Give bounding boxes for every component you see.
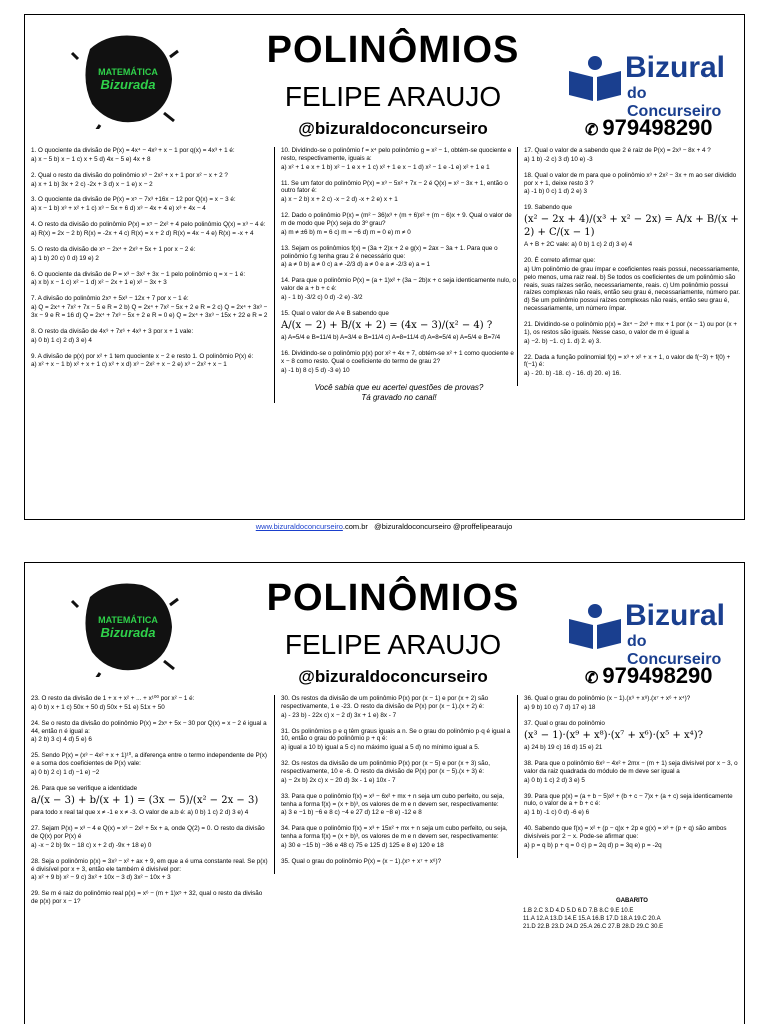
page-title: POLINÔMIOS [266, 577, 520, 619]
formula: (x³ − 1)·(x⁹ + x⁸)·(x⁷ + x⁶)·(x⁵ + x⁴)? [524, 729, 703, 741]
question-1: 1. O quociente da divisão de P(x) = 4x⁴ − 4x³ + x − 1 por q(x) = 4x³ + 1 é: a) x − 5 b) x − 1 c) x + 5 d) 4x − 5 e) 4x + 8 [31, 147, 235, 163]
question-25: 25. Sendo P(x) = (x³ − 4x² + x + 1)¹⁰, a diferença entre o termo independente de P(x) e a soma dos coeficientes de P(x) vale: a) 0 b) 2 c) 1 d) −1 e) −2 [31, 752, 267, 777]
question-33: 33. Para que o polinômio f(x) = x³ − 6x² + mx + n seja um cubo perfeito, ou seja, tenha a forma f(x) = (x + b)³, os valores de m e n devem ser, respectivamente: a) 3 e −1 b) −6 e 8 c) −4 e 27 d) 12 e −8 e) -12 e 8 [281, 792, 504, 817]
question-34: 34. Para que o polinômio f(x) = x³ + 15x² + mx + n seja um cubo perfeito, ou seja, tenha a forma f(x) = (x + b)³, os valores de m e n devem ser, respectivamente: a) 30 e −15 b) −36 e 48 c) 75 e 125 d) 125 e 8 e) 120 e 18 [281, 825, 508, 850]
phone-text: 979498290 [602, 663, 713, 688]
logo-top-text: MATEMÁTICA [98, 615, 158, 625]
formula: (x² − 2x + 4)/(x³ + x² − 2x) = A/x + B/(x + 2) + C/(x − 1) [524, 214, 739, 238]
social-handle: @bizuraldoconcurseiro [298, 119, 488, 138]
question-17: 17. Qual o valor de a sabendo que 2 é raiz de P(x) = 2x³ − 8x + 4 ? a) 1 b) -2 c) 3 d) 10 e) -3 [524, 147, 711, 163]
question-4: 4. O resto da divisão do polinômio P(x) = x⁵ − 2x² + 4 pelo polinômio Q(x) = x³ − 4 é: a) R(x) = 2x − 2 b) R(x) = -2x + 4 c) R(x) = x + 2 d) R(x) = 4x − 4 e) R(x) = -x + 4 [31, 221, 266, 238]
question-16: 16. Dividindo-se o polinômio p(x) por x² + 4x + 7, obtém-se x² + 1 como quociente e x − 8 como resto. Qual o coeficiente do termo de grau 2? a) -1 b) 8 c) 5 d) -3 e) 10 [281, 350, 514, 374]
brand-subtitle: do Concurseiro [627, 85, 722, 120]
question-12: 12. Dado o polinômio P(x) = (m² − 36)x³ + (m + 6)x² + (m − 6)x + 9. Qual o valor de m de modo que P(x) seja do 3º grau? a) m ≠ ±6 b) m = 6 c) m = −6 d) m = 0 e) m ≠ 0 [281, 212, 512, 236]
answer-key-line: 21.D 22.B 23.D 24.D 25.A 26.C 27.B 28.D 29.C 30.E [523, 924, 664, 931]
question-36: 36. Qual o grau do polinômio (x − 1).(x⁹ + x⁸).(x⁷ + x⁶ + x⁴)? a) 9 b) 10 c) 7 d) 17 e) 18 [524, 695, 691, 711]
question-30: 30. Os restos da divisão de um polinômio P(x) por (x − 1) e por (x + 2) são respectivamente, 1 e -23. O resto da divisão de P(x) por (x − 1).(x + 2) é: a) - 23 b) - 22x c) x − 2 d) 3x + 1 e) 8x - 7 [281, 695, 489, 719]
answer-key-line: 1.B 2.C 3.D 4.D 5.D 6.D 7.B 8.C 9.E 10.E [523, 908, 634, 915]
question-column-3 [517, 147, 743, 386]
logo-top-text: MATEMÁTICA [98, 67, 158, 77]
question-40: 40. Sabendo que f(x) = x² + (p − q)x + 2p e g(x) = x³ + (p + q) são ambos divisíveis por 2 − x. Pode-se afirmar que: a) p = q b) p + q = 0 c) p = 2q d) p = 3q e) p = -2q [524, 825, 727, 849]
social-handle: @bizuraldoconcurseiro [298, 667, 488, 686]
phone-number [585, 115, 713, 141]
question-26: 26. Para que se verifique a identidade a/(x − 3) + b/(x + 1) = (3x − 5)/(x² − 2x − 3) para todo x real tal que x ≠ -1 e x ≠ -3. O valor de a.b é: a) 0 b) 1 c) 2 d) 3 e) 4 [31, 785, 268, 817]
answer-key [523, 897, 741, 931]
question-column-2 [274, 695, 517, 874]
brand-logo [565, 51, 740, 120]
question-7: 7. A divisão do polinômio 2x⁵ + 5x³ − 12x + 7 por x − 1 é: a) Q = 2x⁴ + 7x² + 7x − 5 e R = 2 b) Q = 2x⁴ + 7x² − 5x + 2 e R = 2 c) Q = 2x⁴ + 3x³ − 3x − 9 e R = 16 d) Q = 2x⁴ + 7x³ − 5x + 2 e R = 0 e) Q = 2x⁴ + 3x³ − 15x + 22 e R = 2 [31, 295, 268, 320]
math-logo [70, 577, 180, 677]
reader-icon [565, 603, 625, 653]
footer-handles: @bizuraldoconcurseiro @proffelipearaujo [374, 522, 513, 531]
question-29: 29. Se m é raiz do polinômio real p(x) = x⁶ − (m + 1)x⁵ + 32, qual o resto da divisão de p(x) por x − 1? [31, 890, 263, 906]
brand-name: Bizural [625, 599, 726, 632]
question-21: 21. Dividindo-se o polinômio p(x) = 3x⁴ − 2x³ + mx + 1 por (x − 1) ou por (x + 1), os restos são iguais. Nesse caso, o valor de m é igual a a) −2. b) −1. c) 1. d) 2. e) 3. [524, 321, 738, 345]
question-3: 3. O quociente da divisão de P(x) = x⁵ − 7x³ +16x − 12 por Q(x) = x − 3 é: a) x − 1 b) x³ + x² + 1 c) x³ − 5x + 6 d) x³ − 4x + 4 e) x³ + 4x − 4 [31, 196, 236, 213]
formula: a/(x − 3) + b/(x + 1) = (3x − 5)/(x² − 2x − 3) [31, 794, 259, 806]
logo-bottom-text: Bizurada [100, 625, 156, 640]
question-31: 31. Os polinômios p e q têm graus iguais a n. Se o grau do polinômio p·q é igual a 10, então o grau do polinômio p + q é: a) igual a 10 b) igual a 5 c) no máximo igual a 5 d) no mínimo igual a 5. [281, 727, 511, 752]
footer [0, 522, 768, 531]
header [25, 563, 744, 689]
question-19: 19. Sabendo que (x² − 2x + 4)/(x³ + x² − 2x) = A/x + B/(x + 2) + C/(x − 1) A + B + 2C vale: a) 0 b) 1 c) 2 d) 3 e) 4 [524, 204, 743, 249]
question-38: 38. Para que o polinômio 6x³ − 4x² + 2mx − (m + 1) seja divisível por x − 3, o valor da raiz quadrada do módulo de m deve ser igual a a) 0 b) 1 c) 2 d) 3 e) 5 [524, 759, 738, 784]
question-14: 14. Para que o polinômio P(x) = (a + 1)x² + (3a − 2b)x + c seja identicamente nulo, o valor de a + b + c é: a) - 1 b) -3/2 c) 0 d) -2 e) -3/2 [281, 277, 517, 302]
question-35: 35. Qual o grau do polinômio P(x) = (x − 1).(x⁵ + x⁷ + x⁶)? [281, 857, 442, 865]
question-5: 5. O resto da divisão de x⁵ − 2x⁴ + 2x³ + 5x + 1 por x − 2 é: a) 1 b) 20 c) 0 d) 19 e) 2 [31, 245, 196, 262]
phone-number [585, 663, 713, 689]
worksheet-page-2 [24, 562, 745, 1024]
question-15: 15. Qual o valor de A e B sabendo que A/(x − 2) + B/(x + 2) = (4x − 3)/(x² − 4) ? a) A=5/4 e B=11/4 b) A=3/4 e B=11/4 c) A=8=11/4 d) A=8=5/4 e) A=5/4 e B=7/4 [281, 310, 517, 342]
whatsapp-icon: ✆ [585, 670, 599, 687]
question-column-3 [517, 695, 743, 858]
phone-text: 979498290 [602, 115, 713, 140]
question-column-1 [31, 695, 268, 914]
whatsapp-icon: ✆ [585, 122, 599, 139]
question-8: 8. O resto da divisão de 4x⁹ + 7x⁶ + 4x³ + 3 por x + 1 vale: a) 0 b) 1 c) 2 d) 3 e) 4 [31, 327, 194, 344]
brand-subtitle: do Concurseiro [627, 633, 722, 668]
question-28: 28. Seja o polinômio p(x) = 3x³ − x² + ax + 9, em que a é uma constante real. Se p(x) é divisível por x + 3, então ele também é divisível por: a) x² + 9 b) x² − 9 c) 3x² + 10x − 3 d) 3x² − 10x + 3 [31, 857, 268, 882]
question-37: 37. Qual o grau do polinômio (x³ − 1)·(x⁹ + x⁸)·(x⁷ + x⁶)·(x⁵ + x⁴)? a) 24 b) 19 c) 16 d) 15 e) 21 [524, 720, 743, 752]
author-name: FELIPE ARAUJO [284, 81, 502, 112]
brand-logo [565, 599, 740, 668]
formula: A/(x − 2) + B/(x + 2) = (4x − 3)/(x² − 4) ? [281, 319, 493, 331]
question-10: 10. Dividindo-se o polinômio f = x⁴ pelo polinômio g = x² − 1, obtém-se quociente e resto, respectivamente, iguais a: a) x² + 1 e x + 1 b) x² − 1 e x + 1 c) x² + 1 e x − 1 d) x² − 1 e -1 e) x² + 1 e 1 [281, 147, 512, 171]
question-11: 11. Se um fator do polinômio P(x) = x³ − 5x² + 7x − 2 é Q(x) = x² − 3x + 1, então o outro fator é: a) x − 2 b) x + 2 c) -x − 2 d) -x + 2 e) x + 1 [281, 179, 508, 204]
worksheet-page-1 [24, 14, 745, 520]
logo-bottom-text: Bizurada [100, 77, 156, 92]
question-9: 9. A divisão de p(x) por x² + 1 tem quociente x − 2 e resto 1. O polinômio P(x) é: a) x² + x − 1 b) x² + x + 1 c) x² + x d) x³ − 2x² + x − 2 e) x³ − 2x² + x − 1 [31, 352, 254, 369]
site-link[interactable]: www.bizuraldoconcurseiro [255, 522, 343, 531]
question-32: 32. Os restos da divisão de um polinômio P(x) por (x − 5) e por (x + 3) são, respectivamente, 10 e -6. O resto da divisão de P(x) por (x − 5).(x + 3) é: a) − 2x b) 2x c) x − 20 d) 3x - 1 e) 10x - 7 [281, 760, 490, 784]
promo-text: Você sabia que eu acertei questões de provas? Tá gravado no canal! [314, 382, 484, 402]
math-logo [70, 29, 180, 129]
brand-name: Bizural [625, 51, 726, 84]
question-22: 22. Dada a função polinomial f(x) = x³ + x² + x + 1, o valor de f(−3) + f(0) + f(−1) é: a) - 20. b) -18. c) - 16. d) 20. e) 16. [524, 353, 731, 378]
question-39: 39. Para que p(x) = (a + b − 5)x² + (b + c − 7)x + (a + c) seja identicamente nulo, o valor de a + b + c é: a) 1 b) -1 c) 0 d) -6 e) 6 [524, 792, 733, 817]
page-title: POLINÔMIOS [266, 29, 520, 71]
question-20: 20. É correto afirmar que: a) Um polinômio de grau ímpar e coeficientes reais possui, necessariamente, pelo menos, uma raiz real. b) Se todos os coeficientes de um polinômio são reais, suas raízes serão, necessariamente, reais. c) Um polinômio possui raízes complexas não reais, então seu grau é, necessariamente, número par. d) Se um polinômio possui raízes complexas não reais, então seu grau é, necessariamente, um número ímpar. [524, 257, 740, 313]
question-18: 18. Qual o valor de m para que o polinômio x³ + 2x² − 3x + m ao ser dividido por x + 1, deixe resto 3 ? a) -1 b) 0 c) 1 d) 2 e) 3 [524, 171, 737, 196]
header [25, 15, 744, 141]
question-13: 13. Sejam os polinômios f(x) = (3a + 2)x + 2 e g(x) = 2ax − 3a + 1. Para que o polinômio f.g tenha grau 2 é necessário que: a) a ≠ 0 b) a ≠ 0 c) a ≠ -2/3 d) a ≠ 0 e a ≠ -2/3 e) a = 1 [281, 244, 498, 269]
site-suffix: .com.br [342, 522, 368, 531]
author-name: FELIPE ARAUJO [284, 629, 502, 660]
answer-key-line: 11.A 12.A 13.D 14.E 15.A 16.B 17.D 18.A 19.C 20.A [523, 916, 661, 923]
reader-icon [565, 55, 625, 105]
question-column-1 [31, 147, 268, 377]
question-6: 6. O quociente da divisão de P = x³ − 3x² + 3x − 1 pelo polinômio q = x − 1 é: a) x b) x − 1 c) x² − 1 d) x² − 2x + 1 e) x² − 3x + 3 [31, 270, 246, 287]
question-23: 23. O resto da divisão de 1 + x + x² + ... + x¹⁰⁰ por x² − 1 é: a) 0 b) x + 1 c) 50x + 50 d) 50x + 51 e) 51x + 50 [31, 695, 195, 711]
question-column-2 [274, 147, 517, 403]
question-24: 24. Se o resto da divisão do polinômio P(x) = 2xⁿ + 5x − 30 por Q(x) = x − 2 é igual a 44, então n é igual a: a) 2 b) 3 c) 4 d) 5 e) 6 [31, 719, 267, 744]
answer-key-title: GABARITO [616, 898, 648, 904]
question-2: 2. Qual o resto da divisão do polinômio x³ − 2x² + x + 1 por x² − x + 2 ? a) x + 1 b) 3x + 2 c) -2x + 3 d) x − 1 e) x − 2 [31, 171, 228, 188]
question-27: 27. Sejam P(x) = x³ − 4 e Q(x) = x³ − 2x² + 5x + a, onde Q(2) = 0. O resto da divisão de Q(x) por P(x) é a) -x − 2 b) 9x − 18 c) x + 2 d) -9x + 18 e) 0 [31, 825, 265, 849]
